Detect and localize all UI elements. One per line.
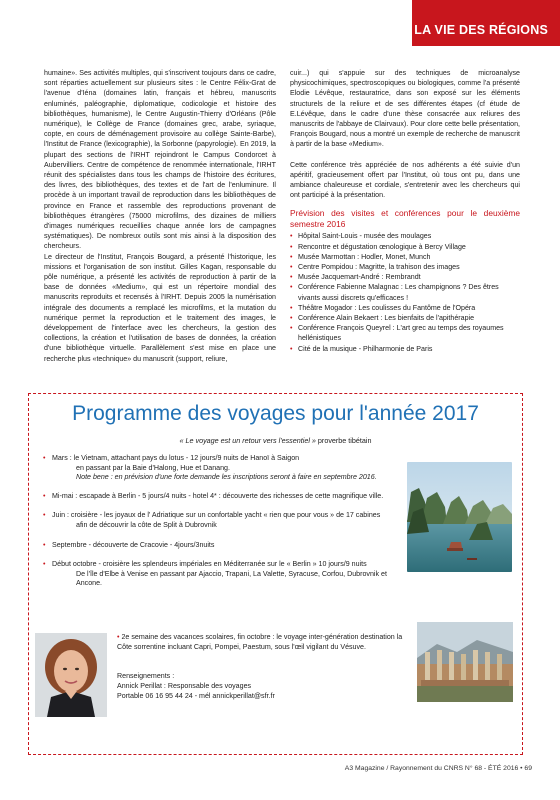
list-item: • Conférence François Queyrel : L'art grec au temps des royaumes hellénistiques [290,324,504,343]
list-item: • Rencontre et dégustation œnologique à Bercy Village [290,242,466,251]
article-paragraph: cuir...) qui s'appuie sur des techniques de microanalyse physicochimiques, spectroscopiques ou biologiques, comme l'a présenté Elodie Lévêque, restauratrice, dans son exposé sur les éléments structurels de la reliure et de ses différentes étapes (cf étude de E.Lévêque, dans le cadre d'une thèse consacrée aux reliures des manuscrits de l'abbaye de Clairvaux). Pour clore cette belle présentation, François Bougard, nous a montré un exemple de recherche de manuscrit à partir de la base «Medium». [290,69,520,149]
travel-program-box [28,393,523,755]
bullet-icon: • [290,283,293,292]
article-paragraph: Le directeur de l'Institut, François Bougard, a présenté l'historique, les missions et l'organisation de son institut. Gilles Kagan, responsable du pôle numérique, a présenté les activités de reproduction à partir de la base de données «Medium», qui est un répertoire mondial des manuscrits reproduits et recensés à l'IRHT. Depuis 2005 la numérisation intégrale des documents a remplacé les microfilms, et la mutation du numérique permet la reproduction et le traitement des images, le développement de l'interface avec les chercheurs, la gestion des collections, la création et l'utilisation de bases de données, la création d'une bibliothèque virtuelle. Parallèlement s'est mise en place une recherche plus «technique» du manuscrit (support, reliure, [44,252,276,363]
bullet-icon: • [43,454,46,462]
bullet-icon: • [43,511,46,520]
bullet-icon: • [290,303,293,312]
visits-list [290,231,520,353]
bullet-icon: • [290,252,293,261]
bullet-icon: • [117,633,120,641]
article-right-column [290,68,520,354]
list-item: • Musée Jacquemart-André : Rembrandt [290,273,421,282]
section-banner [412,0,560,46]
list-item: • Théâtre Mogador : Les coulisses du Fantôme de l'Opéra [290,303,476,312]
travel-program-title: Programme des voyages pour l'année 2017 [72,402,479,425]
bullet-icon: • [43,540,46,549]
list-item: • Cité de la musique - Philharmonie de Paris [290,344,433,353]
bullet-icon: • [290,344,293,353]
trip-list [43,454,403,598]
trip-item: • Mi-mai : escapade à Berlin - 5 jours/4 nuits - hotel 4* : découverte des richesses de cette magnifique ville. [43,491,384,500]
header-bar [0,0,560,46]
section-title: LA VIE DES RÉGIONS [414,23,548,37]
list-item: • Conférence Alain Bekaert : Les bienfaits de l'apithérapie [290,314,475,323]
contact-portrait [35,633,107,717]
article-paragraph: humaine». Ses activités multiples, qui s'inscrivent toujours dans ce cadre, sont réparties actuellement sur plusieurs sites : le Centre Félix-Grat de l'avenue d'Iéna (domaines latin, français et hébreu, manuscrits enluminés, paléographie, diplomatique, codicologie et histoire des bibliothèques, humanisme), le Centre Augustin-Thierry d'Orléans (Pôle numérique), le Collège de France (domaines grec, arabe, syriaque, copte, en cours de déménagement provisoire au collège Sainte-Barbe), l'Institut de France (lexicographie), la Sorbonne (papyrologie). En 2019, la plupart des sections de l'IRHT rejoindront le Campus Condorcet à Aubervilliers. Centre de compétence de renommée internationale, l'IRHT réunit des spécialistes dans tous les champs de l'histoire des écritures, des livres, des bibliothèques, des textes et de l'art de l'enluminure. Il procède à un important travail de reproduction dans les bibliothèques de province en France et rassemble des reproductions provenant de bibliothèques étrangères (75000 microfilms, des dizaines de milliers d'images numériques recueillies chaque année lors de campagnes systématiques). De nombreux outils sont mis ainsi à la disposition des chercheurs. [44,69,276,251]
page-footer: A3 Magazine / Rayonnement du CNRS N° 68 - ÉTÉ 2016 • 69 [344,765,532,772]
visits-heading: Prévision des visites et conférences pour le deuxième semestre 2016 [290,208,520,229]
bullet-icon: • [290,232,293,241]
bullet-icon: • [290,242,293,251]
bullet-icon: • [290,263,293,272]
contact-info [117,665,417,701]
article-left-column [44,68,276,364]
list-item: • Conférence Fabienne Malagnac : Les champignons ? Des êtres vivants aussi discrets qu'efficaces ! [290,283,499,302]
halong-bay-photo [407,462,512,572]
list-item: • Centre Pompidou : Magritte, la trahison des images [290,263,460,272]
trip-item: • Début octobre - croisière les splendeurs impériales en Méditerranée sur le « Berlin » 10 jours/9 nuits De l'île d'Elbe à Venise en passant par Ajaccio, Trapani, La Valette, Syracuse, Corfou, Dubrovnik et Ancone. [43,560,387,588]
bullet-icon: • [290,273,293,282]
trip-item: • Septembre - découverte de Cracovie - 4jours/3nuits [43,540,215,549]
travel-quote: « Le voyage est un retour vers l'essentiel » proverbe tibétain [179,436,372,445]
trip-item: • Juin : croisière - les joyaux de l' Adriatique sur un confortable yacht « rien que pour vous » de 17 cabines afin de découvrir la côte de Split à Dubrovnik [43,511,381,529]
list-item: • Hôpital Saint-Louis - musée des moulages [290,232,432,241]
bullet-icon: • [43,560,46,569]
bullet-icon: • [290,324,293,333]
bullet-icon: • [290,314,293,323]
contact-name: Annick Perillat : Responsable des voyages [117,682,252,690]
article-paragraph: Cette conférence très appréciée de nos adhérents a été suivie d'un apéritif, gracieusement offert par l'Institut, où tous ont pu, dans une ambiance chaleureuse et cordiale, s'entretenir avec les chercheurs qui ont participé à la présentation. [290,160,520,200]
generation-trip: • 2e semaine des vacances scolaires, fin octobre : le voyage inter-génération destination la Côte sorrentine incluant Capri, Pompei, Paestum, sous l'œil vigilant du Vésuve. [117,633,403,651]
list-item: • Musée Marmottan : Hodler, Monet, Munch [290,252,431,261]
bullet-icon: • [43,491,46,500]
pompeii-photo [417,622,513,702]
contact-label: Renseignements : [117,672,175,680]
contact-phone: Portable 06 16 95 44 24 - mél annickperillat@sfr.fr [117,692,275,700]
trip-item: • Mars : le Vietnam, attachant pays du lotus - 12 jours/9 nuits de Hanoï à Saigon en passant par la Baie d'Halong, Hue et Danang. Note bene : en prévision d'une forte demande les inscriptions seront à faire en septembre 2016. [43,454,377,482]
